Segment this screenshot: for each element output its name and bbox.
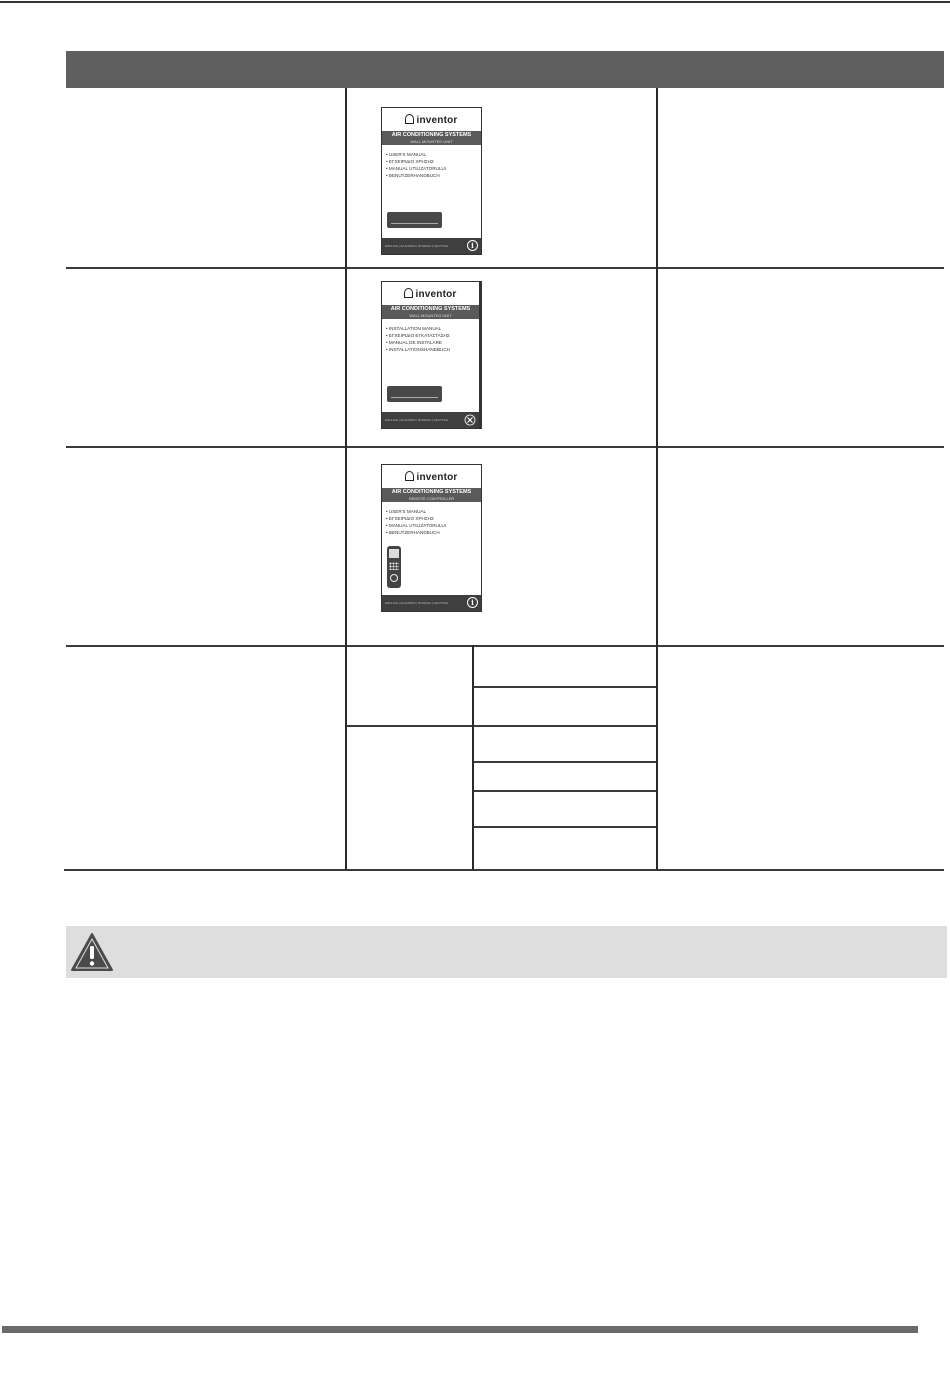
table-header-bar xyxy=(66,51,944,88)
column-divider xyxy=(656,88,658,870)
cover-subtitle: WALL MOUNTED UNIT xyxy=(409,313,452,318)
warning-bar xyxy=(66,926,947,978)
subrow-divider xyxy=(473,826,657,828)
cover-language-list: • INSTALLATION MANUAL • ΕΓΧΕΙΡΙΔΙΟ ΕΓΚΑΤΑΣΤΑΣΗΣ • MANUAL DE INSTALARE • INSTALLATIONSHANDBUCH xyxy=(386,326,450,352)
inventor-logo: inventor xyxy=(382,288,479,300)
row-divider xyxy=(66,645,944,647)
info-icon: i xyxy=(467,597,478,608)
remote-controller-image xyxy=(387,546,401,588)
cover-title-band xyxy=(382,488,481,502)
page-footer-bar xyxy=(2,1326,918,1333)
subcolumn-divider xyxy=(472,645,474,870)
cover-title: AIR CONDITIONING SYSTEMS xyxy=(391,132,472,138)
cover-title: AIR CONDITIONING SYSTEMS xyxy=(391,489,472,495)
cover-footer: ENGLISH | ΕΛΛΗΝΙΚΑ | ROMANA | DEUTSCH xyxy=(382,412,479,428)
installation-manual-cover xyxy=(381,281,482,429)
row-divider xyxy=(66,446,944,448)
column-divider xyxy=(345,88,347,870)
cover-language-list: • USER'S MANUAL • ΕΓΧΕΙΡΙΔΙΟ ΧΡΗΣΗΣ • MANUAL UTILIZATORULUI • BENUTZERHANDBUCH xyxy=(386,509,446,535)
subrow-divider xyxy=(346,725,657,727)
user-manual-cover xyxy=(381,107,482,255)
row-divider xyxy=(66,267,944,269)
cover-language-list: • USER'S MANUAL • ΕΓΧΕΙΡΙΔΙΟ ΧΡΗΣΗΣ • MANUAL UTILIZATORULUI • BENUTZERHANDBUCH xyxy=(386,152,446,178)
cover-title: AIR CONDITIONING SYSTEMS xyxy=(390,306,471,312)
cover-footer: ENGLISH | ΕΛΛΗΝΙΚΑ | ROMANA | DEUTSCH i xyxy=(382,595,481,611)
cover-title-band xyxy=(382,305,479,319)
subrow-divider xyxy=(473,686,657,688)
table-bottom-rule xyxy=(64,869,944,871)
ac-unit-image xyxy=(387,386,442,402)
tools-icon xyxy=(464,414,476,426)
inventor-logo: inventor xyxy=(382,114,481,126)
subrow-divider xyxy=(473,761,657,763)
cover-subtitle: REMOTE CONTROLLER xyxy=(408,496,455,501)
remote-controller-manual-cover xyxy=(381,464,482,612)
warning-triangle-icon xyxy=(70,932,114,972)
cover-title-band xyxy=(382,131,481,145)
inventor-logo: inventor xyxy=(382,471,481,483)
info-icon: i xyxy=(467,240,478,251)
subrow-divider xyxy=(473,790,657,792)
cover-footer: ENGLISH | ΕΛΛΗΝΙΚΑ | ROMANA | DEUTSCH i xyxy=(382,238,481,254)
ac-unit-image xyxy=(387,212,442,228)
top-rule xyxy=(0,1,950,3)
cover-subtitle: WALL MOUNTED UNIT xyxy=(410,139,453,144)
